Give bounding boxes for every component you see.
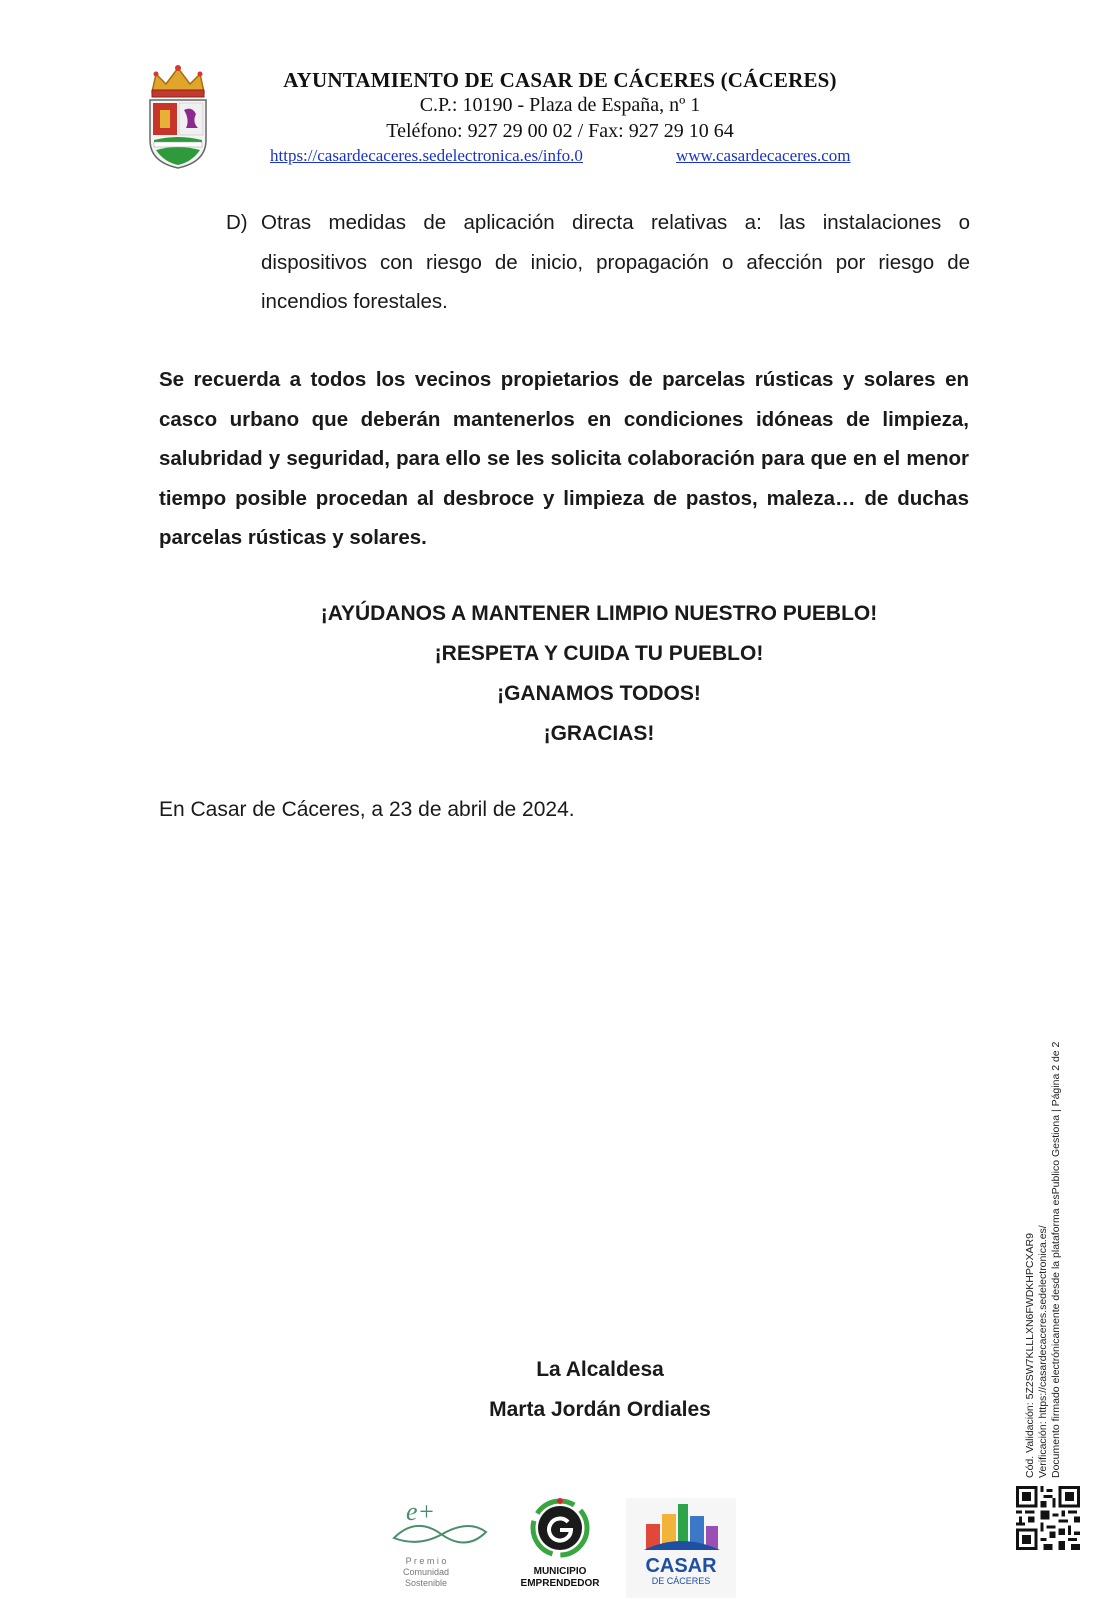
municipio-emprendedor-logo: [510, 1498, 610, 1598]
logo-m-caption-1: MUNICIPIO: [533, 1566, 587, 1577]
signatory-name: Marta Jordán Ordiales: [489, 1398, 711, 1421]
coat-of-arms-icon: [146, 62, 210, 172]
list-item-d: [226, 203, 970, 322]
list-marker: D): [226, 211, 248, 234]
e-plus-mark: e+: [406, 1498, 436, 1526]
premio-comunidad-sostenible-logo: [386, 1498, 496, 1598]
logo-e-caption-3: Sostenible: [404, 1578, 448, 1588]
signatory-role: La Alcaldesa: [536, 1358, 664, 1381]
header-address: C.P.: 10190 - Plaza de España, nº 1: [419, 94, 701, 116]
validation-url: Verificación: https://casardecaceres.sedelectronica.es/: [1037, 1225, 1049, 1478]
casar-de-caceres-logo: [626, 1498, 736, 1598]
town-skyline-icon: [626, 1498, 736, 1554]
validation-signed: Documento firmado electrónicamente desde la plataforma esPublico Gestiona | Página 2 de 2: [1050, 1041, 1062, 1478]
reminder-paragraph: Se recuerda a todos los vecinos propietarios de parcelas rústicas y solares en casco urbano que deberán mantenerlos en condiciones idóneas de limpieza, salubridad y seguridad, para ello se les solicita colaboración para que en el menor tiempo posible procedan al desbroce y limpieza de pastos, maleza… de duchas parcelas rústicas y solares.: [159, 368, 969, 549]
infinity-leaf-icon: [386, 1498, 496, 1558]
slogan-line: ¡RESPETA Y CUIDA TU PUEBLO!: [434, 642, 764, 665]
slogan-line: ¡AYÚDANOS A MANTENER LIMPIO NUESTRO PUEBLO!: [320, 602, 878, 625]
logo-m-caption-2: EMPRENDEDOR: [520, 1578, 600, 1589]
header-title: AYUNTAMIENTO DE CASAR DE CÁCERES (CÁCERES): [283, 68, 837, 92]
validation-text: [1024, 938, 1063, 1478]
validation-code: Cód. Validación: 5Z2SW7KLLLXN6FWDKHPCXAR9: [1024, 1233, 1036, 1478]
list-item-text: Otras medidas de aplicación directa relativas a: las instalaciones o dispositivos con riesgo de inicio, propagación o afección por riesgo de incendios forestales.: [261, 211, 970, 313]
slogan-line: ¡GANAMOS TODOS!: [497, 682, 701, 705]
website-link[interactable]: www.casardecaceres.com: [676, 146, 851, 165]
header-phone: Teléfono: 927 29 00 02 / Fax: 927 29 10 64: [386, 120, 734, 142]
date-line: En Casar de Cáceres, a 23 de abril de 2024.: [159, 798, 575, 821]
qr-code-icon: [1016, 1486, 1080, 1550]
logo-c-caption-2: DE CÁCERES: [651, 1576, 711, 1586]
slogans: [159, 594, 1039, 754]
logo-e-caption-2: Comunidad: [402, 1567, 450, 1577]
logo-c-caption-1: CASAR: [645, 1555, 717, 1577]
logo-e-caption-1: P r e m i o: [405, 1556, 447, 1566]
slogan-line: ¡GRACIAS!: [543, 722, 655, 745]
emprendedor-ring-icon: [510, 1498, 610, 1562]
sede-electronica-link[interactable]: https://casardecaceres.sedelectronica.es/info.0: [270, 146, 583, 165]
